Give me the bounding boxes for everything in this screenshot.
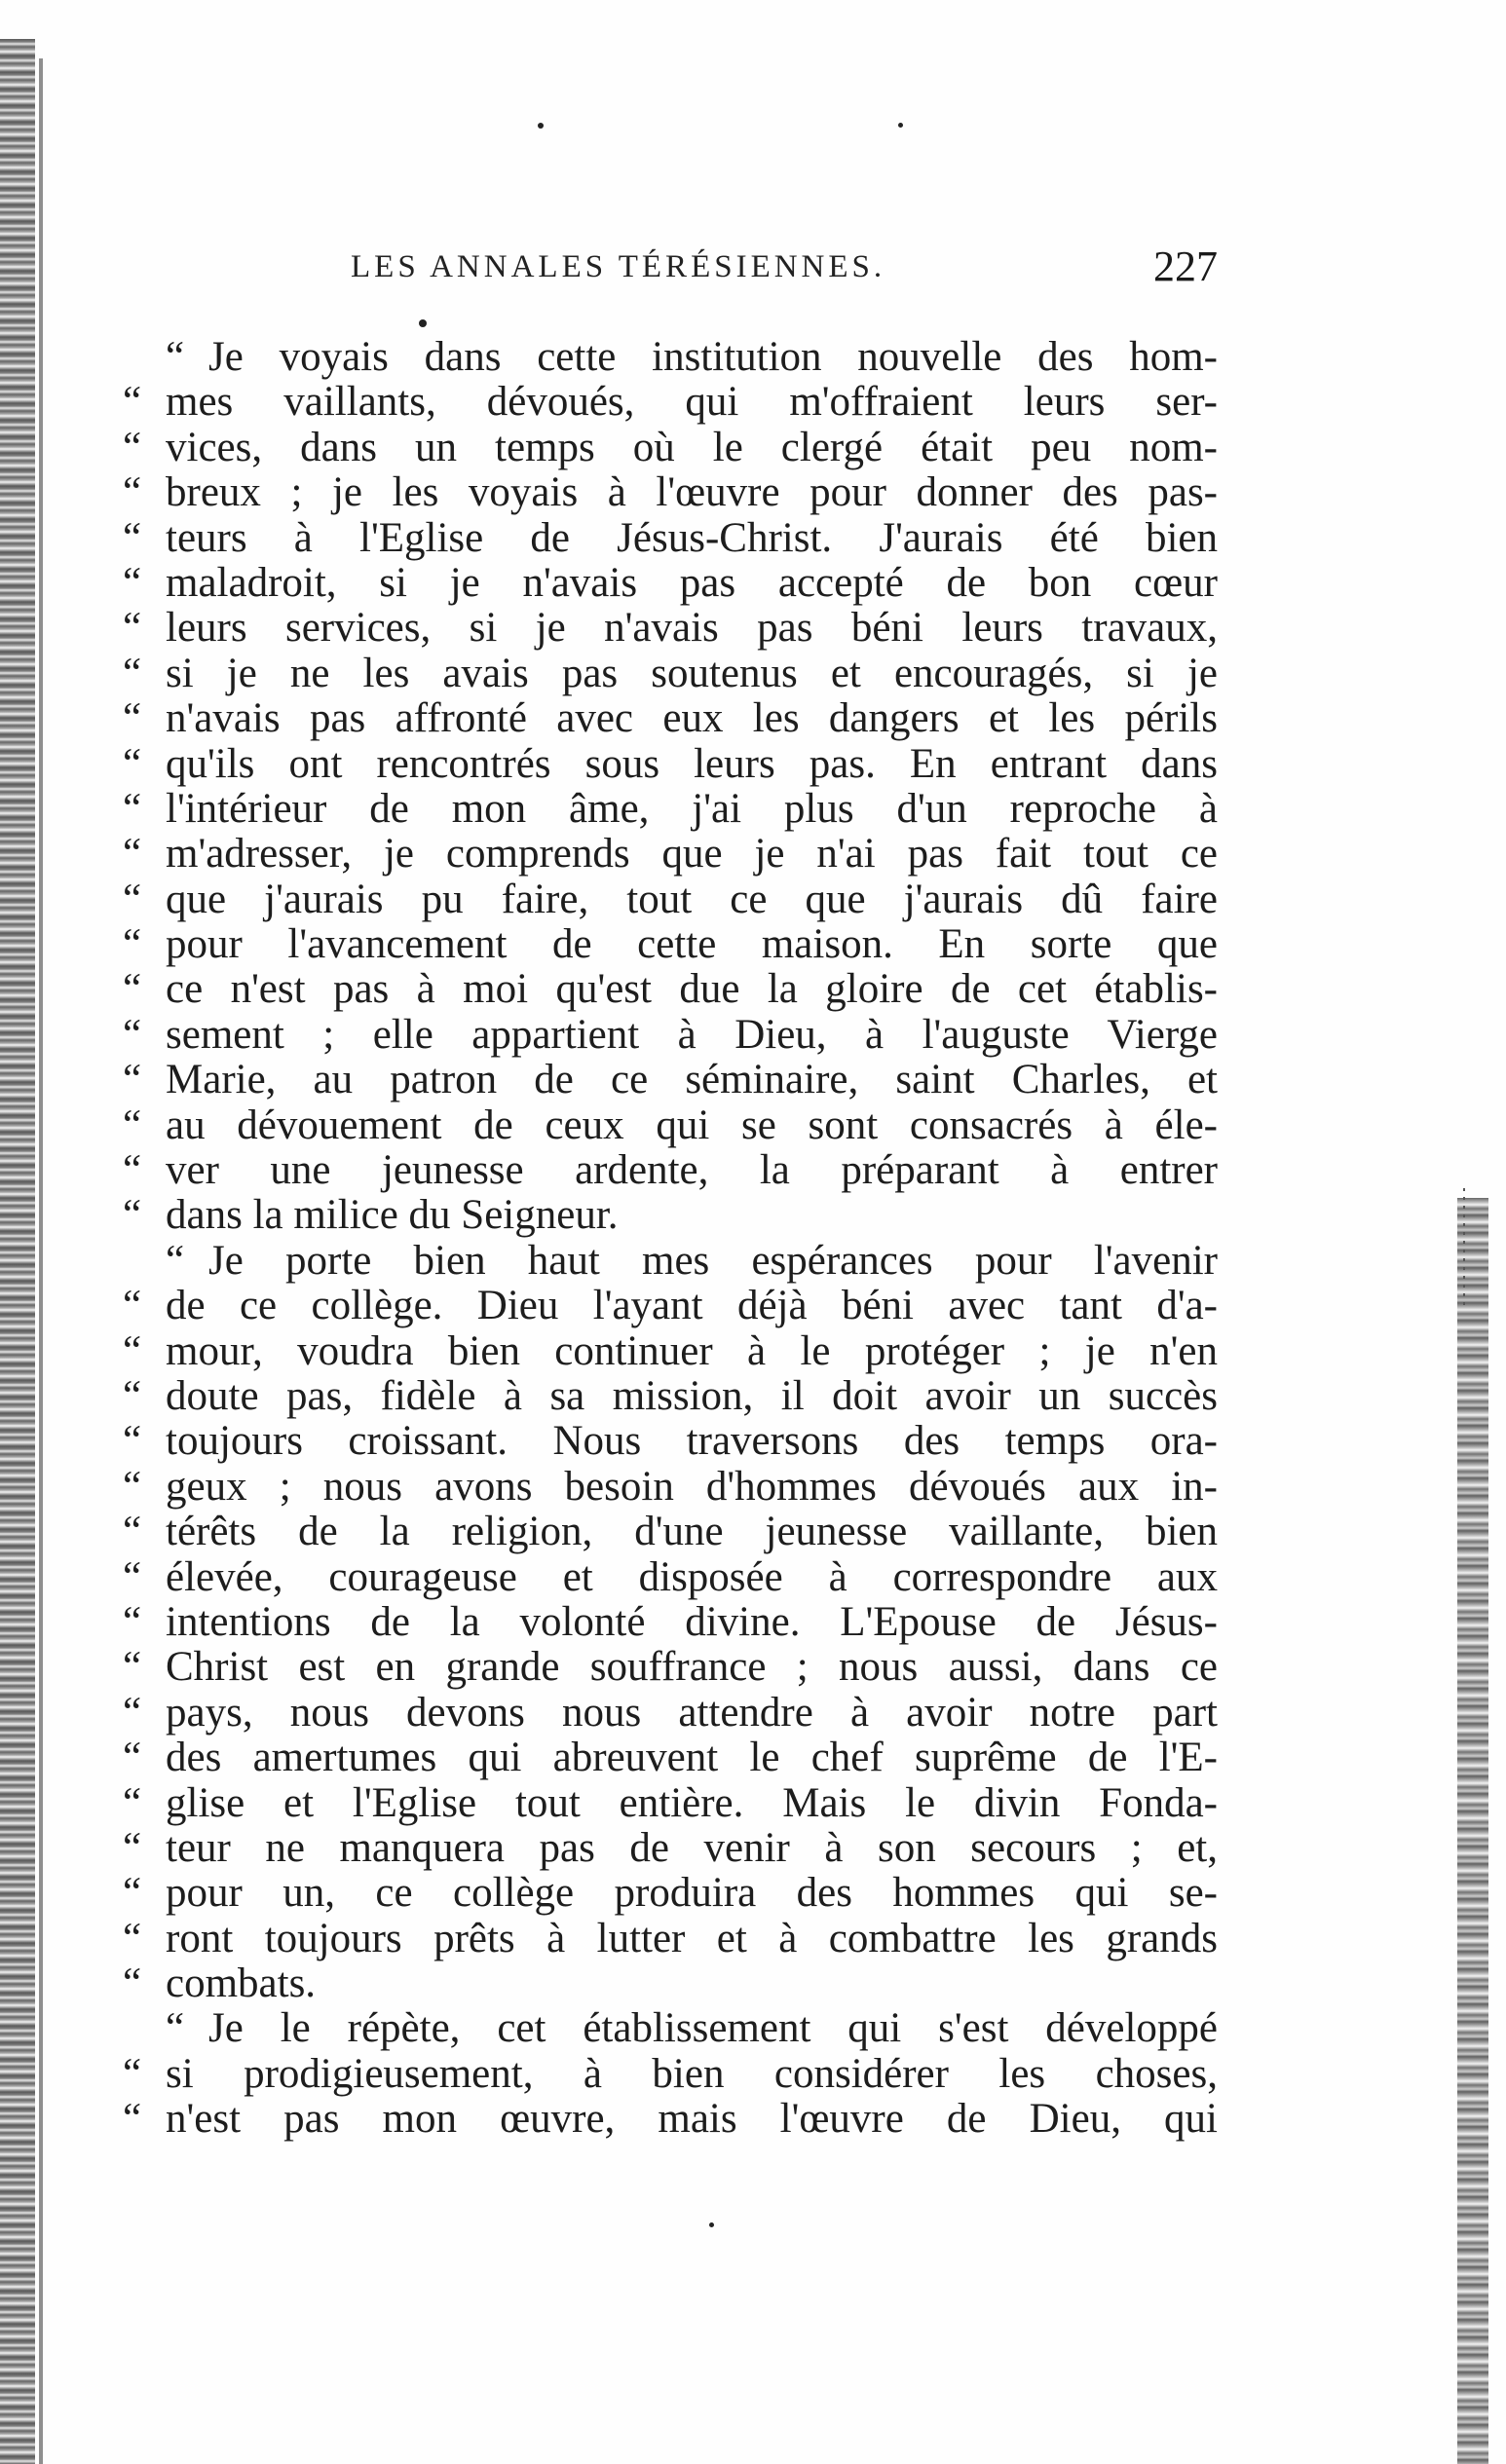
text-line (123, 742, 1218, 787)
line-text: intentions de la volonté divine. L'Epouse de Jésus- (166, 1598, 1218, 1645)
quote-mark: “ (123, 831, 142, 877)
quote-mark: “ (166, 334, 185, 380)
quote-mark: “ (123, 1644, 142, 1691)
text-line (123, 1917, 1218, 1961)
line-text: Marie, au patron de ce séminaire, saint Charles, et (166, 1057, 1218, 1103)
text-line (123, 922, 1218, 967)
line-text: teur ne manquera pas de venir à son secours ; et, (166, 1824, 1218, 1871)
line-text: Je le répète, cet établissement qui s'est développé (208, 2005, 1218, 2052)
quote-mark: “ (123, 2050, 142, 2097)
ink-speck (898, 123, 903, 128)
line-text: toujours croissant. Nous traversons des temps ora- (166, 1418, 1218, 1465)
line-text: dans la milice du Seigneur. (166, 1192, 619, 1239)
quote-mark: “ (123, 1372, 142, 1419)
quote-mark: “ (123, 2096, 142, 2143)
line-text: Je porte bien haut mes espérances pour l'avenir (208, 1237, 1218, 1284)
line-text: térêts de la religion, d'une jeunesse vaillante, bien (166, 1509, 1218, 1555)
text-line (123, 696, 1218, 741)
text-line (123, 1961, 1218, 2006)
quote-mark: “ (123, 379, 142, 426)
quote-mark: “ (123, 1915, 142, 1961)
page-number: 227 (1153, 243, 1218, 290)
text-line (123, 1329, 1218, 1374)
line-text: pays, nous devons nous attendre à avoir notre part (166, 1689, 1218, 1736)
text-line (123, 1239, 1218, 1284)
text-line (123, 967, 1218, 1012)
text-line (123, 426, 1218, 470)
quote-mark: “ (123, 1101, 142, 1148)
quote-mark: “ (123, 1960, 142, 2007)
running-head: LES ANNALES TÉRÉSIENNES. (351, 249, 886, 284)
quote-mark: “ (166, 2005, 185, 2052)
quote-mark: “ (123, 1553, 142, 1600)
line-text: n'est pas mon œuvre, mais l'œuvre de Dieu, qui (166, 2096, 1218, 2143)
quote-mark: “ (123, 1147, 142, 1194)
quote-mark: “ (123, 424, 142, 470)
text-line (123, 1419, 1218, 1464)
text-line (123, 877, 1218, 922)
page-header (351, 243, 1218, 308)
line-text: de ce collège. Dieu l'ayant déjà béni avec tant d'a- (166, 1283, 1218, 1329)
text-line (123, 1013, 1218, 1058)
quote-mark: “ (123, 559, 142, 606)
text-line (123, 1510, 1218, 1554)
text-line (123, 832, 1218, 877)
line-text: maladroit, si je n'avais pas accepté de bon cœur (166, 559, 1218, 606)
quote-mark: “ (123, 469, 142, 516)
quote-mark: “ (123, 1689, 142, 1736)
right-edge-scan-artifact (1457, 1198, 1488, 2464)
quote-mark: “ (123, 1598, 142, 1645)
text-line (123, 606, 1218, 651)
text-line (123, 2052, 1218, 2097)
line-text: l'intérieur de mon âme, j'ai plus d'un reproche à (166, 785, 1218, 832)
quote-mark: “ (123, 1509, 142, 1555)
ink-speck (709, 2222, 714, 2227)
line-text: ce n'est pas à moi qu'est due la gloire de cet établis- (166, 966, 1218, 1013)
quote-mark: “ (123, 785, 142, 832)
text-line (123, 1058, 1218, 1102)
text-line (123, 1465, 1218, 1510)
line-text: ront toujours prêts à lutter et à combattre les grands (166, 1915, 1218, 1961)
text-line (123, 561, 1218, 606)
line-text: pour un, ce collège produira des hommes qui se- (166, 1870, 1218, 1917)
text-line (123, 516, 1218, 561)
text-line (123, 470, 1218, 515)
line-text: combats. (166, 1960, 317, 2007)
text-line (123, 2097, 1218, 2142)
quote-mark: “ (123, 1057, 142, 1103)
line-text: breux ; je les voyais à l'œuvre pour donner des pas- (166, 469, 1218, 516)
text-line (123, 1871, 1218, 1916)
binding-gutter (0, 39, 35, 2464)
text-line (123, 1736, 1218, 1780)
quote-mark: “ (123, 1735, 142, 1781)
quote-mark: “ (123, 1192, 142, 1239)
text-line (123, 1600, 1218, 1645)
quote-mark: “ (166, 1237, 185, 1284)
text-line (123, 1555, 1218, 1600)
quote-mark: “ (123, 966, 142, 1013)
line-text: qu'ils ont rencontrés sous leurs pas. En entrant dans (166, 740, 1218, 787)
line-text: que j'aurais pu faire, tout ce que j'aurais dû faire (166, 876, 1218, 922)
line-text: n'avais pas affronté avec eux les dangers et les périls (166, 695, 1218, 742)
quote-mark: “ (123, 605, 142, 652)
line-text: vices, dans un temps où le clergé était peu nom- (166, 424, 1218, 470)
quote-mark: “ (123, 1779, 142, 1826)
text-line (123, 1103, 1218, 1148)
text-line (123, 1781, 1218, 1826)
line-text: des amertumes qui abreuvent le chef suprême de l'E- (166, 1735, 1218, 1781)
text-line (123, 2006, 1218, 2051)
ink-speck (538, 123, 544, 129)
right-edge-dots (1463, 1188, 1465, 1305)
line-text: si je ne les avais pas soutenus et encouragés, si je (166, 650, 1218, 696)
text-line (123, 1374, 1218, 1419)
line-text: glise et l'Eglise tout entière. Mais le divin Fonda- (166, 1779, 1218, 1826)
ink-speck (419, 319, 427, 327)
quote-mark: “ (123, 1824, 142, 1871)
text-line (123, 1284, 1218, 1328)
text-line (123, 1193, 1218, 1238)
line-text: si prodigieusement, à bien considérer les choses, (166, 2050, 1218, 2097)
quote-mark: “ (123, 695, 142, 742)
line-text: doute pas, fidèle à sa mission, il doit avoir un succès (166, 1372, 1218, 1419)
text-line (123, 1148, 1218, 1193)
gutter-shadow-line (39, 58, 43, 2464)
line-text: sement ; elle appartient à Dieu, à l'auguste Vierge (166, 1011, 1218, 1058)
line-text: teurs à l'Eglise de Jésus-Christ. J'aurais été bien (166, 514, 1218, 561)
text-line (123, 787, 1218, 832)
text-line (123, 380, 1218, 425)
line-text: m'adresser, je comprends que je n'ai pas fait tout ce (166, 831, 1218, 877)
line-text: mour, voudra bien continuer à le protéger ; je n'en (166, 1327, 1218, 1374)
line-text: élevée, courageuse et disposée à correspondre aux (166, 1553, 1218, 1600)
text-line (123, 1691, 1218, 1736)
line-text: mes vaillants, dévoués, qui m'offraient leurs ser- (166, 379, 1218, 426)
text-line (123, 335, 1218, 380)
line-text: geux ; nous avons besoin d'hommes dévoués aux in- (166, 1463, 1218, 1510)
text-line (123, 1826, 1218, 1871)
text-line (123, 652, 1218, 696)
quote-mark: “ (123, 1870, 142, 1917)
line-text: ver une jeunesse ardente, la préparant à entrer (166, 1147, 1218, 1194)
quote-mark: “ (123, 514, 142, 561)
quote-mark: “ (123, 650, 142, 696)
line-text: Je voyais dans cette institution nouvelle des hom- (208, 334, 1218, 380)
quote-mark: “ (123, 1463, 142, 1510)
quote-mark: “ (123, 740, 142, 787)
quote-mark: “ (123, 1011, 142, 1058)
quote-mark: “ (123, 1283, 142, 1329)
quote-mark: “ (123, 1418, 142, 1465)
line-text: pour l'avancement de cette maison. En sorte que (166, 921, 1218, 968)
text-line (123, 1645, 1218, 1690)
quote-mark: “ (123, 921, 142, 968)
body-text (123, 335, 1218, 2143)
quote-mark: “ (123, 1327, 142, 1374)
quote-mark: “ (123, 876, 142, 922)
line-text: Christ est en grande souffrance ; nous aussi, dans ce (166, 1644, 1218, 1691)
line-text: au dévouement de ceux qui se sont consacrés à éle- (166, 1101, 1218, 1148)
line-text: leurs services, si je n'avais pas béni leurs travaux, (166, 605, 1218, 652)
